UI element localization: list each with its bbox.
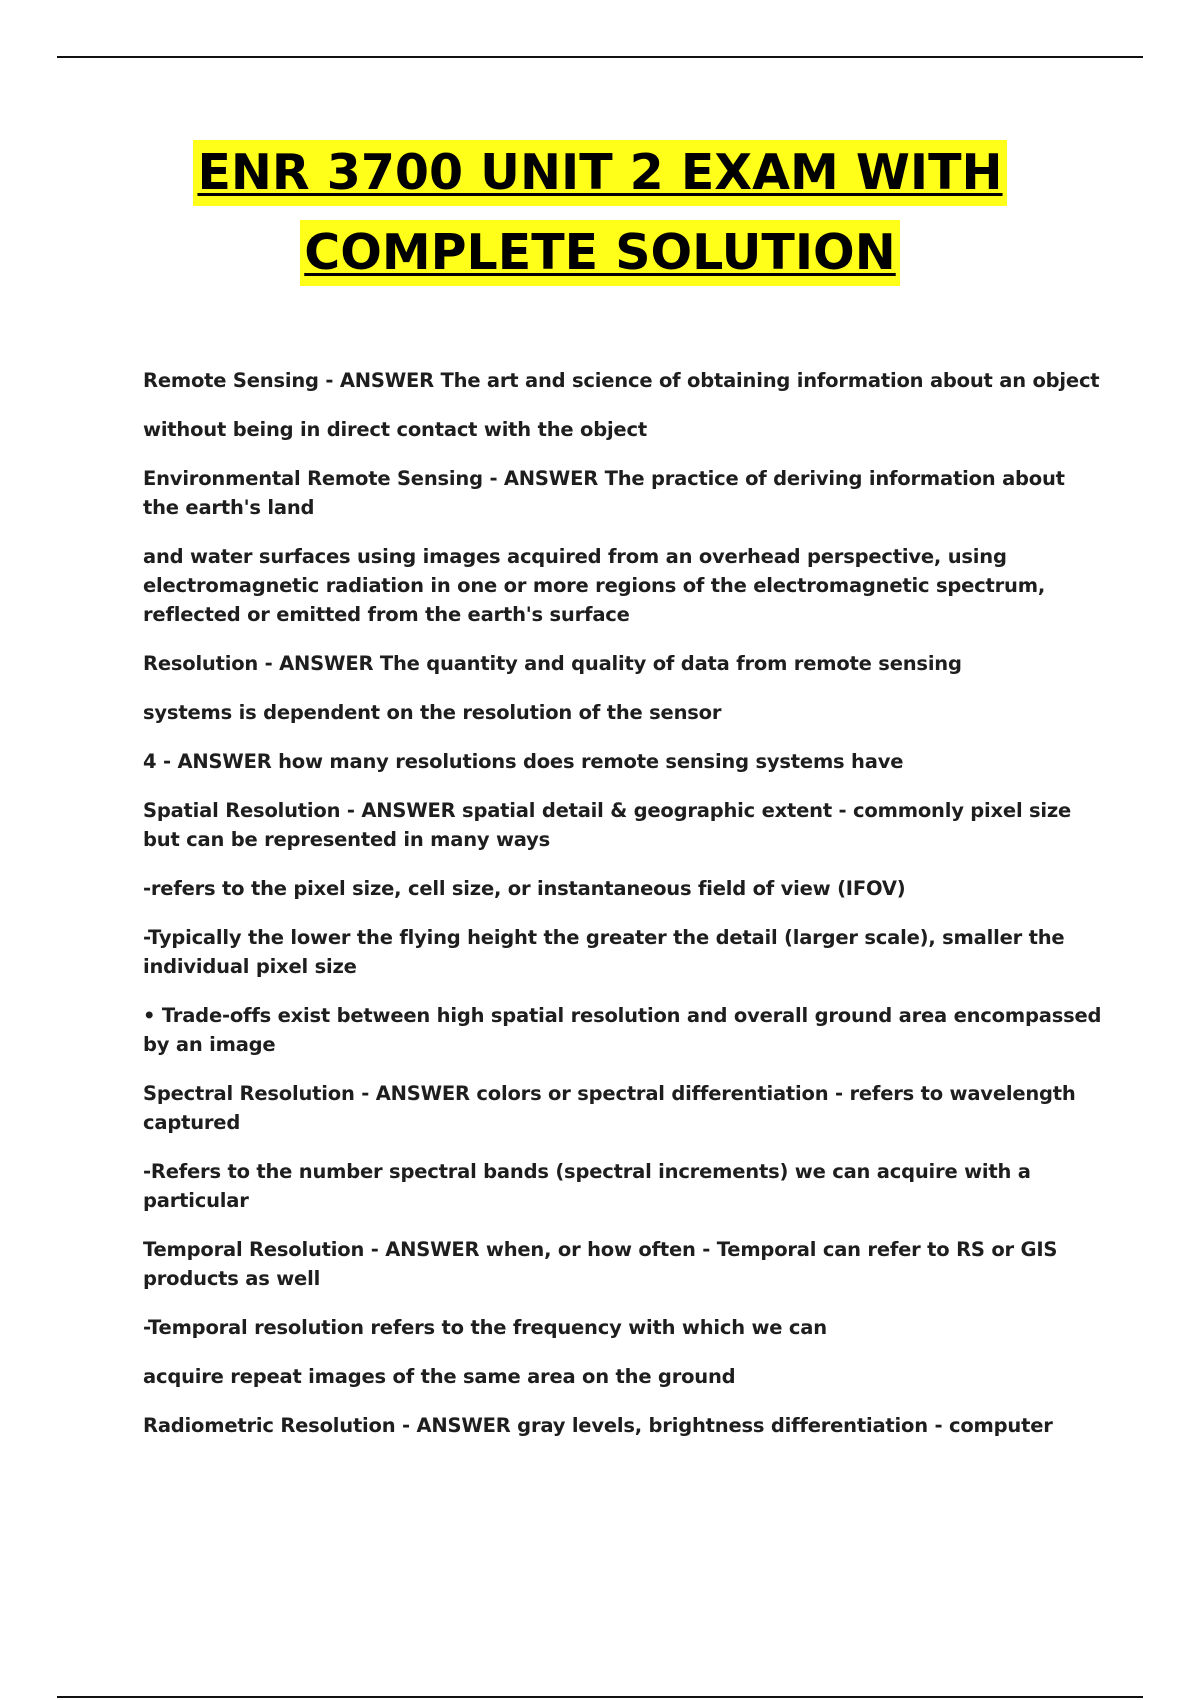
top-divider [57,56,1143,58]
paragraph: -Refers to the number spectral bands (spectral increments) we can acquire with a particular [143,1160,1031,1212]
paragraph: Spatial Resolution - ANSWER spatial detail & geographic extent - commonly pixel size but can be represented in many ways [143,799,1072,851]
paragraph: Remote Sensing - ANSWER The art and science of obtaining information about an object [143,369,1100,392]
paragraph: without being in direct contact with the object [143,418,647,441]
paragraph: • Trade-offs exist between high spatial resolution and overall ground area encompassed by an image [143,1004,1102,1056]
paragraph: systems is dependent on the resolution of the sensor [143,701,722,724]
title-line-2: COMPLETE SOLUTION [300,220,899,286]
paragraph: -refers to the pixel size, cell size, or instantaneous field of view (IFOV) [143,877,906,900]
paragraph: Resolution - ANSWER The quantity and quality of data from remote sensing [143,652,962,675]
paragraph: Radiometric Resolution - ANSWER gray levels, brightness differentiation - computer [143,1414,1053,1437]
paragraph: Environmental Remote Sensing - ANSWER The practice of deriving information about the earth's land [143,467,1065,519]
paragraph: acquire repeat images of the same area on the ground [143,1365,736,1388]
paragraph: -Typically the lower the flying height the greater the detail (larger scale), smaller the individual pixel size [143,926,1065,978]
paragraph: 4 - ANSWER how many resolutions does remote sensing systems have [143,750,904,773]
bottom-divider [57,1696,1143,1698]
document-title [0,140,1200,286]
document-body [143,366,1103,1460]
paragraph: and water surfaces using images acquired from an overhead perspective, using electromagnetic radiation in one or more regions of the electromagnetic spectrum, reflected or emitted from the earth's surface [143,545,1046,626]
title-line-1: ENR 3700 UNIT 2 EXAM WITH [193,140,1006,206]
paragraph: -Temporal resolution refers to the frequency with which we can [143,1316,827,1339]
paragraph: Temporal Resolution - ANSWER when, or how often - Temporal can refer to RS or GIS products as well [143,1238,1058,1290]
paragraph: Spectral Resolution - ANSWER colors or spectral differentiation - refers to wavelength captured [143,1082,1076,1134]
